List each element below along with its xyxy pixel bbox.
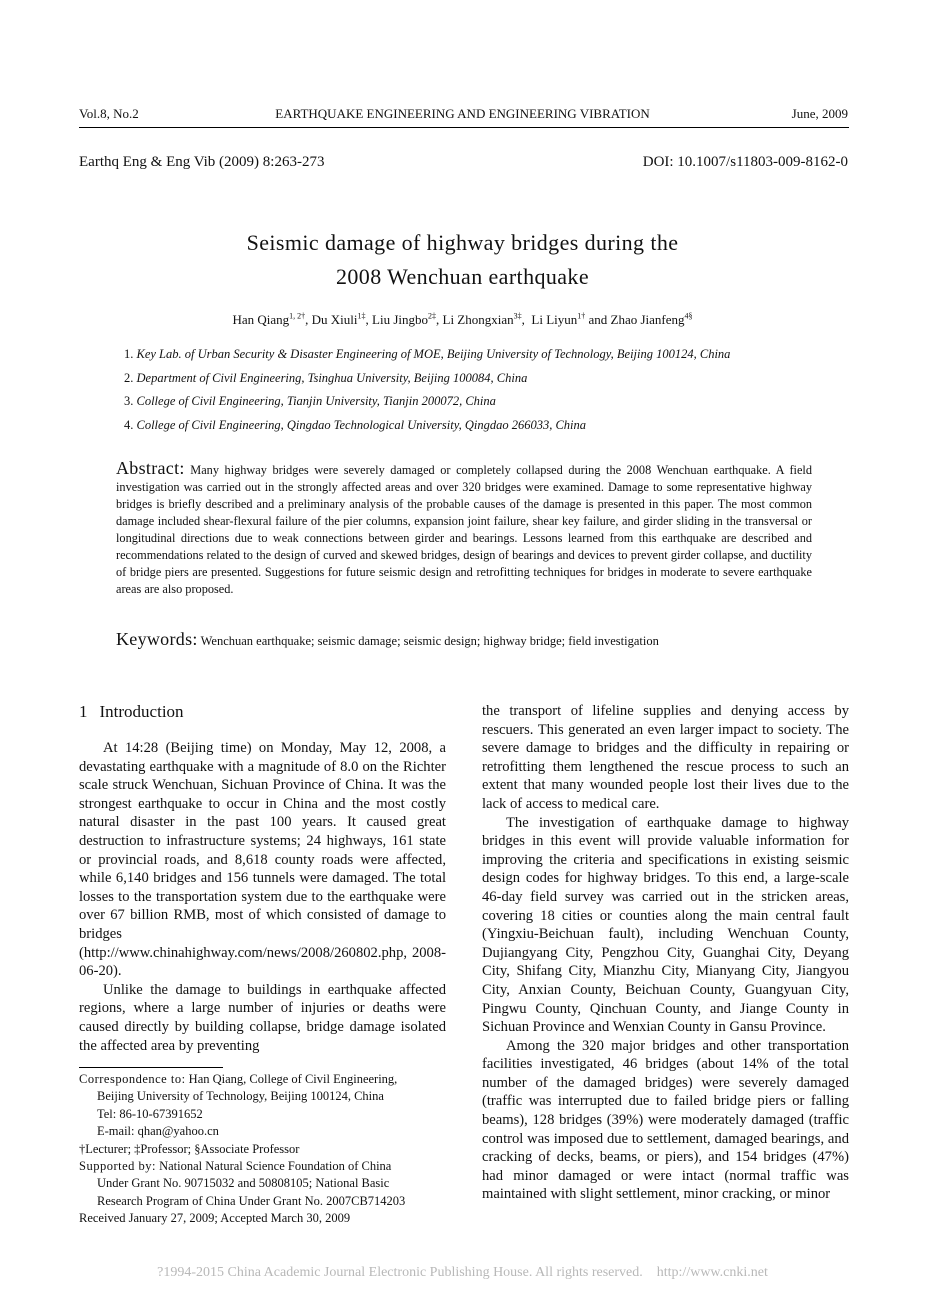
author: Han Qiang$^{1, 2\dagger}$, (232, 312, 312, 328)
paper-title (0, 226, 925, 294)
issue-date: June, 2009 (791, 106, 848, 121)
abstract-label: Abstract: (116, 458, 185, 478)
funding: Supported by: National Natural Science Foundation of China (79, 1159, 392, 1174)
doi: DOI: 10.1007/s11803-009-8162-0 (642, 154, 848, 170)
abstract-text: Many highway bridges were severely damaged or completely collapsed during the 2008 Wenchuan earthquake. A field investigation was carried out in the strongly affected areas and over 320 bridges were examined. Damage to some representative highway bridges is briefly described and a preliminary analysis of the probable causes of the damage is presented in this paper. The most common damage included shear-flexural failure of the pier columns, expansion joint failure, shear key failure, and girder sliding in the transversal or longitudinal directions due to weak connections between girder and bearings. Lessons learned from this earthquake are described and recommendations related to the design of curved and skewed bridges, design of bearings and devices to prevent girder collapse, and ductility of bridge piers are presented. Suggestions for future seismic design and retrofitting techniques for bridges in moderate to severe earthquake areas are also proposed. (116, 463, 812, 596)
author-positions: †Lecturer; ‡Professor; §Associate Professor (79, 1141, 300, 1156)
footnote-rule (79, 1067, 223, 1068)
keywords-text: Wenchuan earthquake; seismic damage; seismic design; highway bridge; field investigation (200, 634, 659, 648)
journal-name: EARTHQUAKE ENGINEERING AND ENGINEERING VIBRATION (275, 106, 650, 121)
right-column (482, 702, 849, 1204)
keywords-label: Keywords: (116, 629, 198, 649)
copyright-watermark: ?1994-2015 China Academic Journal Electronic Publishing House. All rights reserved. http://www.cnki.net (157, 1265, 768, 1280)
affiliation: 3. College of Civil Engineering, Tianjin University, Tianjin 200072, China (124, 394, 496, 408)
journal-volume: Vol.8, No.2 (79, 106, 139, 121)
body-paragraph: The investigation of earthquake damage to highway bridges in this event will provide valuable information for improving the criteria and specifications in existing seismic design codes for highway bridges. To this end, a large-scale 46-day field survey was carried out in the stricken areas, covering 18 cities or counties along the main central fault (Yingxiu-Beichuan fault), including Wenchuan County, Dujiangyang City, Pengzhou City, Guanghai City, Deyang City, Shifang City, Mianzhu City, Mianyang City, Jiangyou City, Anxian County, Beichuan County, Guangyuan City, Pingwu County, Qinchuan County, and Jiange County in Sichuan Province and Wenxian County in Gansu Province. (482, 814, 849, 1036)
body-paragraph: the transport of lifeline supplies and denying access by rescuers. This generated an even larger impact to society. The severe damage to bridges and the difficulty in repairing or retrofitting them lengthened the rescue process to such an extent that many wounded people lost their lives due to the lack of access to medical care. (482, 703, 849, 812)
correspondence-address: Beijing University of Technology, Beijing 100124, China (97, 1089, 384, 1104)
author-list (0, 312, 925, 328)
left-column (79, 739, 446, 1055)
received-date: Received January 27, 2009; Accepted March 30, 2009 (79, 1211, 351, 1226)
author: Du Xiuli$^{1\ddagger}$, (311, 312, 373, 328)
section-number: 1 (79, 702, 88, 721)
affiliation: 2. Department of Civil Engineering, Tsinghua University, Beijing 100084, China (124, 370, 528, 385)
correspondence: Correspondence to: Han Qiang, College of Civil Engineering, (79, 1072, 398, 1086)
funding-line: Under Grant No. 90715032 and 50808105; National Basic (97, 1176, 390, 1191)
telephone: Tel: 86-10-67391652 (97, 1106, 203, 1121)
funding-line: Research Program of China Under Grant No. 2007CB714203 (97, 1193, 406, 1208)
author: Li Liyun$^{1\dagger}$ and (531, 312, 611, 328)
citation: Earthq Eng & Eng Vib (2009) 8:263-273 (79, 154, 325, 170)
section-heading (79, 702, 184, 722)
paper-title-line2: 2008 Wenchuan earthquake (336, 264, 589, 289)
abstract (116, 460, 812, 598)
affiliation: 4. College of Civil Engineering, Qingdao Technological University, Qingdao 266033, China (124, 417, 587, 432)
body-paragraph: At 14:28 (Beijing time) on Monday, May 12, 2008, a devastating earthquake with a magnitude of 8.0 on the Richter scale struck Wenchuan, Sichuan Province of China. It was the strongest earthquake to occur in China and the most costly natural disaster in the past 100 years. It caused great destruction to infrastructure systems; 24 highways, 161 state or provincial roads, and 8,618 county roads were affected, while 6,140 bridges and 156 tunnels were damaged. The total losses to the transportation system due to the earthquake were over 67 billion RMB, most of which consisted of damage to bridges (http://www.chinahighway.com/news/2008/260802.php, 2008-06-20). (79, 740, 446, 980)
footnotes (79, 1071, 447, 1228)
email: E-mail: qhan@yahoo.cn (97, 1124, 219, 1139)
affiliations (124, 344, 824, 438)
section-title: Introduction (99, 702, 184, 721)
body-paragraph: Unlike the damage to buildings in earthquake affected regions, where a large number of injuries or deaths were caused directly by building collapse, bridge damage isolated the affected area by preventing (79, 981, 446, 1054)
body-paragraph: Among the 320 major bridges and other transportation facilities investigated, 46 bridges (about 14% of the total number of the damaged bridges) were severely damaged (traffic was interrupted due to failed bridge piers or falling beams), 128 bridges (39%) were moderately damaged (traffic control was imposed due to settlement, damaged bearings, and cracking of decks, beams, or piers), and 154 bridges (47%) had minor damaged or were intact (normal traffic was maintained with slight settlement, minor cracking, or minor (482, 1037, 849, 1203)
paper-title-line1: Seismic damage of highway bridges during the (246, 230, 679, 255)
author: Zhao Jianfeng$^{4\S}$ (610, 312, 693, 328)
affiliation: 1. Key Lab. of Urban Security & Disaster Engineering of MOE, Beijing University of Technology, Beijing 100124, China (124, 347, 731, 361)
author: Liu Jingbo$^{2\ddagger}$, (372, 312, 443, 328)
header-rule (79, 127, 849, 128)
keywords (116, 629, 836, 650)
author: Li Zhongxian$^{3\ddagger}$, (442, 312, 532, 328)
